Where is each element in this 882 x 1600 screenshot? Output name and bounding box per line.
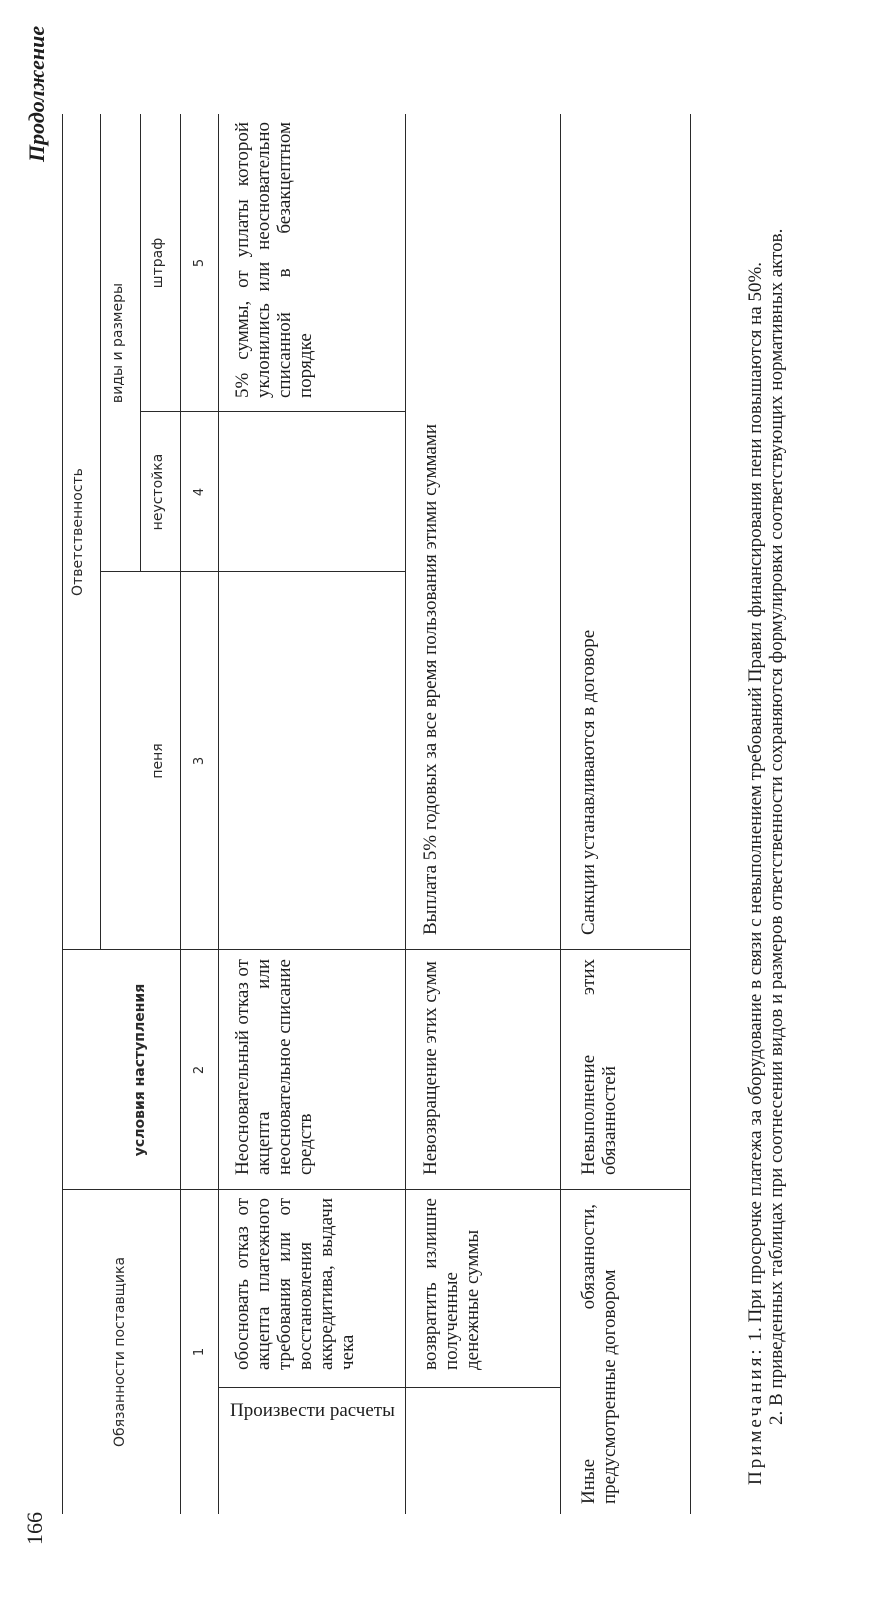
group-label: Произвести расчеты	[230, 1400, 395, 1421]
header-responsibility: Ответственность	[70, 468, 86, 596]
header-duties: Обязанности поставщика	[112, 1256, 128, 1448]
header-conditions: условия наступления	[132, 983, 148, 1157]
responsibility-rule	[100, 114, 101, 950]
numbers-bottom-rule	[218, 114, 219, 1514]
col1-rule	[62, 1189, 690, 1190]
column-number: 3	[192, 756, 207, 766]
row2-condition: Невозвращение этих сумм	[420, 961, 441, 1175]
column-number: 2	[192, 1065, 207, 1075]
row1-duty: обосновать отказ от акцепта платежного требования или от восстановления аккредитива, выдачи чека	[232, 1198, 358, 1370]
running-head: Продолжение	[24, 25, 49, 162]
row2-bottom-rule	[560, 114, 561, 1514]
table-bottom-rule	[690, 114, 691, 1514]
column-number: 5	[192, 258, 207, 268]
header-kinds-sizes: виды и размеры	[110, 282, 126, 404]
note-1-text: 1. При просрочке платежа за оборудование в связи с невыполнением требований Правил финансирования пени повышаются на 50%.	[745, 261, 766, 1342]
header-penalty: пеня	[150, 743, 166, 779]
note-1	[745, 65, 766, 1485]
note-2	[766, 65, 787, 1485]
page-number: 166	[22, 1512, 47, 1545]
notes-block	[745, 65, 787, 1485]
kinds-rule	[140, 114, 141, 572]
row3-sanction: Санкции устанавливаются в договоре	[578, 629, 599, 935]
header-fine: штраф	[150, 237, 166, 289]
column-number: 4	[192, 487, 207, 497]
group-label-rule	[218, 1387, 560, 1388]
header-forfeit: неустойка	[150, 453, 166, 531]
header-bottom-rule	[180, 114, 181, 1514]
note-2-text: 2. В приведенных таблицах при соотнесении видов и размеров ответственности сохраняются формулировки соответствующих нормативных актов.	[766, 228, 787, 1425]
row1-fine: 5% суммы, от уплаты которой уклонились или неосновательно списанной в безакцептном порядке	[232, 122, 316, 398]
notes-label: Примечания:	[745, 1346, 766, 1485]
row3-condition: Невыполнение этих обязанностей	[578, 959, 620, 1175]
row1-bottom-rule	[405, 114, 406, 1514]
column-number: 1	[192, 1347, 207, 1357]
col3-rule	[100, 571, 405, 572]
row2-duty: возвратить излишне полученные денежные суммы	[420, 1198, 483, 1370]
row2-sanction: Выплата 5% годовых за все время пользования этими суммами	[420, 423, 441, 935]
row1-condition: Неосновательный отказ от акцепта или неосновательное списание средств	[232, 959, 316, 1175]
table-top-rule	[62, 114, 63, 1514]
col4-rule	[140, 411, 405, 412]
row3-duty: Иные обязанности, предусмотренные договором	[578, 1204, 620, 1504]
